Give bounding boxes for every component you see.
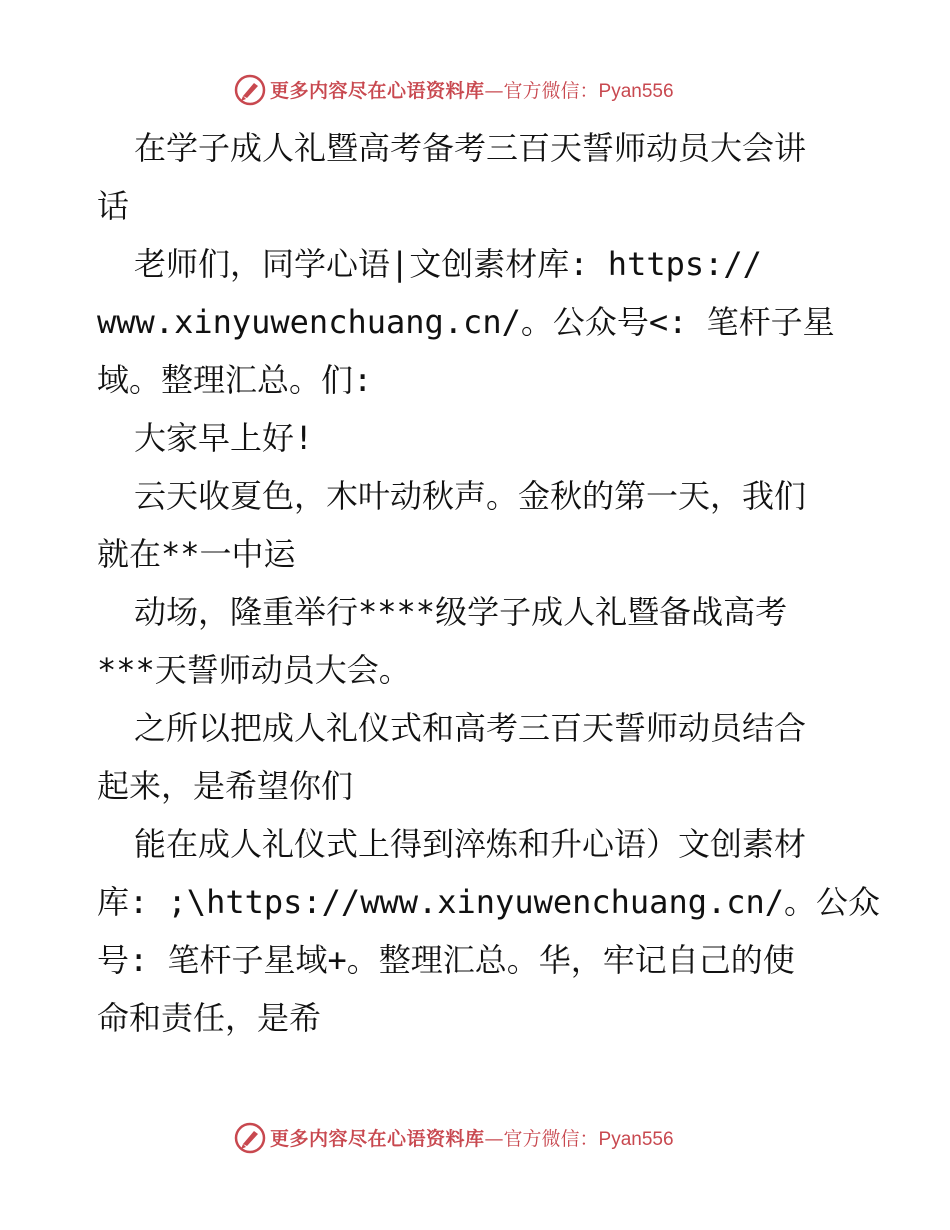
watermark-wechat-id: Pyan556 — [598, 81, 674, 102]
paragraph-line: 大家早上好! — [134, 419, 314, 457]
pen-nib-icon — [234, 1122, 266, 1158]
document-title-line: 在学子成人礼暨高考备考三百天誓师动员大会讲 — [134, 129, 807, 167]
paragraph-line: 之所以把成人礼仪式和高考三百天誓师动员结合 — [134, 709, 807, 747]
paragraph-line: 老师们，同学心语|文创素材库: https:// — [134, 245, 762, 283]
watermark-text — [270, 1126, 674, 1153]
watermark-dash: — — [484, 80, 504, 102]
paragraph-line: 域。整理汇总。们: — [97, 361, 373, 399]
watermark-wechat-id: Pyan556 — [598, 1129, 674, 1150]
watermark-brand: 更多内容尽在心语资料库 — [270, 80, 485, 102]
paragraph-line: 命和责任，是希 — [97, 999, 322, 1037]
watermark-text — [270, 78, 674, 105]
document-title-line: 话 — [97, 187, 130, 225]
paragraph-line: ***天誓师动员大会。 — [97, 651, 411, 689]
header-watermark — [0, 72, 950, 112]
footer-watermark — [0, 1120, 950, 1160]
paragraph-line: 云天收夏色，木叶动秋声。金秋的第一天，我们 — [134, 477, 807, 515]
paragraph-line: www.xinyuwenchuang.cn/。公众号<: 笔杆子星 — [97, 303, 835, 341]
paragraph-line: 号: 笔杆子星域+。整理汇总。华，牢记自己的使 — [97, 941, 795, 979]
watermark-brand: 更多内容尽在心语资料库 — [270, 1128, 485, 1150]
watermark-dash: — — [484, 1128, 504, 1150]
paragraph-line: 就在**一中运 — [97, 535, 296, 573]
paragraph-line: 库: ;\https://www.xinyuwenchuang.cn/。公众 — [97, 883, 881, 921]
pen-nib-icon — [234, 74, 266, 110]
watermark-official-label: 官方微信： — [503, 80, 599, 102]
watermark-official-label: 官方微信： — [503, 1128, 599, 1150]
paragraph-line: 动场，隆重举行****级学子成人礼暨备战高考 — [134, 593, 788, 631]
paragraph-line: 能在成人礼仪式上得到淬炼和升心语）文创素材 — [134, 825, 807, 863]
paragraph-line: 起来，是希望你们 — [97, 767, 354, 805]
